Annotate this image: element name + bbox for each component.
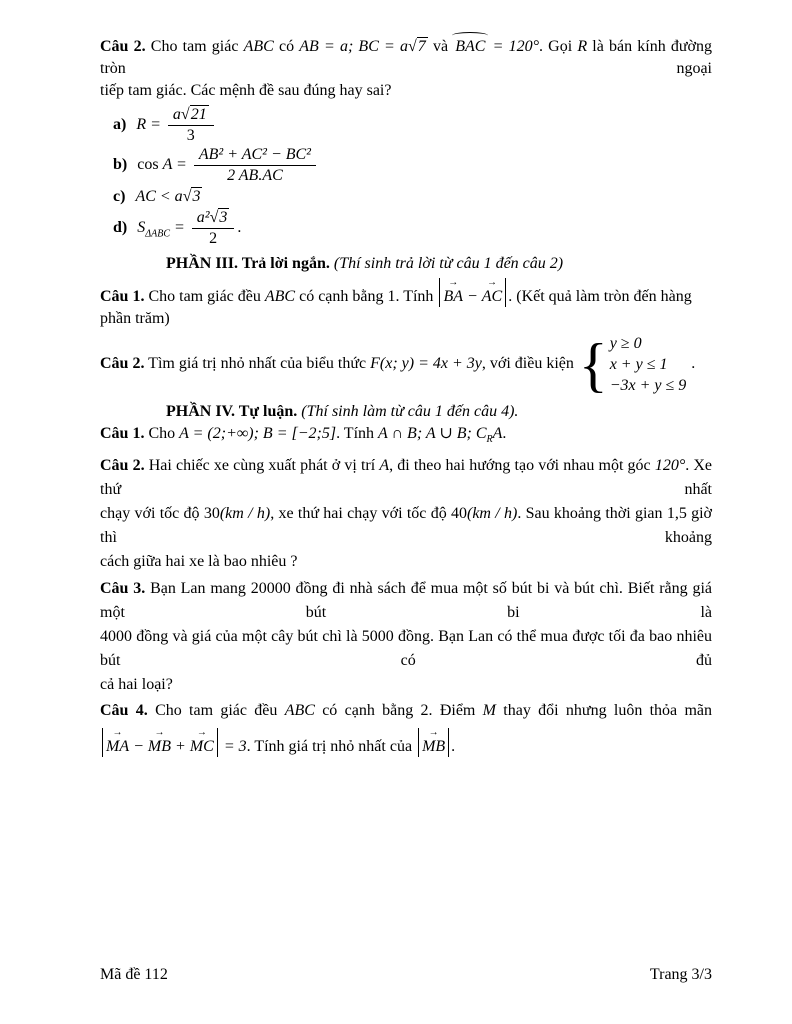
inequality-system	[579, 333, 686, 396]
text-run: , đi theo hai hướng tạo với nhau một góc	[389, 457, 655, 475]
text-run: cách giữa hai xe là bao nhiêu ?	[100, 553, 298, 571]
question-2-block	[100, 36, 712, 248]
text-run: . Tính	[336, 425, 379, 442]
vector	[422, 727, 446, 756]
math-run: S	[137, 219, 146, 237]
question-label: Câu 2.	[100, 355, 145, 373]
math-run: 120°	[654, 457, 686, 475]
part4-question-1	[100, 423, 712, 451]
text-run: Tìm giá trị nhỏ nhất của biểu thức	[144, 355, 371, 373]
text-run: , xe thứ hai chạy với tốc độ 40	[270, 505, 467, 523]
math-run: −	[462, 288, 482, 305]
text-run: Cho	[144, 425, 180, 442]
option-d	[100, 209, 712, 248]
question-label: Câu 4.	[100, 702, 148, 720]
part-subtitle: (Thí sinh làm từ câu 1 đến câu 4).	[297, 403, 519, 420]
text-run: có cạnh bằng 1. Tính	[295, 288, 438, 305]
q4-line1	[100, 700, 712, 722]
condition-row: x + y ≤ 1	[609, 356, 668, 373]
text-run: . Gọi	[538, 38, 578, 55]
text-run: Cho tam giác	[145, 38, 244, 55]
question-2-line1	[100, 36, 712, 80]
text-run: . (Kết quả làm tròn đến hàng phần trăm)	[100, 288, 692, 327]
part3-question-2	[100, 333, 712, 396]
text-run: Bạn Lan mang 20000 đồng đi nhà sách để mua một số bút bi và bút chì. Biết rằng giá một bút bi là	[100, 580, 713, 622]
page-number: Trang 3/3	[649, 966, 712, 983]
text-run: Hai chiếc xe cùng xuất phát ở vị trí	[144, 457, 380, 475]
system-brace: {	[578, 331, 608, 398]
text-run: chạy với tốc độ 30	[100, 505, 220, 523]
sqrt-symbol: √	[180, 106, 190, 123]
subscript: ΔABC	[145, 228, 170, 240]
denominator: 2	[209, 230, 218, 247]
abs-value-group	[102, 728, 218, 757]
text-run: . Sau khoảng thời gian 1,5 giờ thì khoảng	[100, 505, 713, 547]
math-run: ABC	[264, 288, 296, 305]
question-label: Câu 3.	[100, 580, 146, 598]
fraction	[168, 106, 214, 145]
q3-line3	[100, 673, 712, 697]
math-run: AB = a; BC = a	[299, 38, 409, 55]
denominator: 2 AB.AC	[227, 167, 283, 184]
option-label: d)	[113, 219, 128, 237]
q4-line2	[100, 728, 712, 758]
page-content	[100, 36, 712, 758]
math-run: AC < a	[135, 188, 183, 205]
math-run: (km / h)	[219, 505, 271, 523]
q2-line1	[100, 454, 712, 502]
angle-widehat	[453, 36, 487, 58]
text-run: . Tính giá trị nhỏ nhất của	[246, 738, 417, 756]
text-run: Cho tam giác đều	[147, 702, 285, 720]
vector	[189, 727, 214, 756]
sqrt-symbol: √	[408, 38, 417, 55]
math-run: MB	[422, 738, 446, 756]
math-run: MA	[106, 738, 130, 756]
math-run: R	[577, 38, 588, 55]
radicand: 3	[219, 209, 228, 226]
text-run: cos	[137, 156, 163, 174]
statement-options	[100, 106, 712, 248]
math-run: A	[492, 425, 503, 442]
math-run: A = (2;+∞); B = [−2;5]	[179, 425, 337, 442]
text-run: là bán kính đường tròn ngoại	[100, 38, 713, 77]
option-c	[100, 186, 712, 208]
text-run: và	[427, 38, 454, 55]
vector-arrow-icon: →	[112, 727, 123, 739]
question-label: Câu 1.	[100, 425, 145, 442]
condition-row: y ≥ 0	[609, 335, 642, 352]
option-label: c)	[113, 188, 126, 205]
vector-arrow-icon: →	[154, 727, 165, 739]
part4-question-4	[100, 700, 712, 758]
math-run: A	[379, 457, 390, 475]
vector	[106, 727, 130, 756]
math-run: = 3	[219, 738, 247, 756]
text-run: .	[451, 738, 456, 756]
text-run: . Xe thứ nhất	[100, 457, 713, 499]
part3-heading	[100, 253, 712, 275]
q3-line2	[100, 625, 712, 673]
text-run: 4000 đồng và giá của một cây bút chì là 5000 đồng. Bạn Lan có thể mua được tối đa bao nhiêu bút có đủ	[100, 628, 712, 670]
text-run: có	[273, 38, 300, 55]
text-run: tiếp tam giác. Các mệnh đề sau đúng hay sai?	[100, 82, 392, 99]
math-run: A =	[162, 156, 191, 174]
abs-value-group	[418, 728, 449, 757]
math-run: MC	[189, 738, 214, 756]
question-label: Câu 2.	[100, 38, 146, 55]
math-run: R =	[136, 116, 165, 134]
text-run: , với điều kiện	[481, 355, 578, 373]
math-run: (km / h)	[466, 505, 518, 523]
part-title: PHẦN IV. Tự luận.	[166, 403, 298, 420]
math-run: ABC	[243, 38, 274, 55]
vector-arrow-icon: →	[428, 727, 439, 739]
option-label: a)	[113, 116, 127, 134]
math-run: a²	[196, 209, 210, 226]
question-label: Câu 2.	[100, 457, 145, 475]
numerator: AB² + AC² − BC²	[194, 146, 316, 166]
option-label: b)	[113, 156, 128, 174]
math-run: A ∩ B; A ∪ B; C	[378, 425, 487, 442]
vector	[147, 727, 172, 756]
sqrt-symbol: √	[209, 209, 219, 226]
text-run: .	[502, 425, 507, 442]
part4-question-3	[100, 577, 712, 697]
math-run: F(x; y) = 4x + 3y	[370, 355, 482, 373]
text-run: .	[687, 355, 696, 373]
option-a	[100, 106, 712, 145]
q2-line3	[100, 550, 712, 574]
math-run: +	[171, 738, 190, 756]
q2-line2	[100, 502, 712, 550]
condition-row: −3x + y ≤ 9	[609, 377, 687, 394]
math-run: =	[170, 219, 189, 237]
sqrt-symbol: √	[182, 188, 192, 205]
question-2-line2	[100, 80, 712, 102]
math-run: MB	[147, 738, 172, 756]
radicand: 7	[417, 38, 426, 55]
numerator	[168, 106, 214, 126]
part-title: PHẦN III. Trả lời ngắn.	[166, 255, 330, 272]
exam-code: Mã đề 112	[100, 966, 168, 983]
subscript: R	[486, 434, 493, 446]
part4-question-2	[100, 454, 712, 574]
fraction	[192, 209, 235, 248]
vector-arrow-icon: →	[448, 277, 459, 288]
question-label: Câu 1.	[100, 288, 145, 305]
math-run: ABC	[284, 702, 315, 720]
vector	[443, 277, 463, 305]
math-run: a	[172, 106, 181, 123]
widehat-arc-icon	[452, 32, 488, 39]
vector-arrow-icon: →	[487, 277, 497, 288]
numerator	[192, 209, 235, 229]
fraction	[194, 146, 316, 185]
vector	[481, 277, 503, 305]
math-run: AC	[481, 288, 503, 305]
text-run: cả hai loại?	[100, 676, 173, 694]
q3-line1	[100, 577, 712, 625]
radicand: 21	[190, 106, 207, 123]
denominator: 3	[186, 127, 195, 144]
math-run: = 120°	[487, 38, 539, 55]
math-run: BAC	[455, 38, 486, 55]
text-run: có cạnh bằng 2. Điểm	[314, 702, 483, 720]
abs-value-group	[439, 278, 506, 307]
math-run: −	[129, 738, 148, 756]
text-run: thay đổi nhưng luôn thỏa mãn	[496, 702, 713, 720]
math-run: BA	[443, 288, 463, 305]
page-footer	[100, 964, 712, 986]
text-run: Cho tam giác đều	[144, 288, 265, 305]
option-b	[100, 146, 712, 185]
part3-question-1	[100, 278, 712, 330]
text-run: .	[237, 219, 242, 237]
system-rows	[608, 333, 687, 396]
math-run: M	[482, 702, 496, 720]
radicand: 3	[192, 188, 201, 205]
part-subtitle: (Thí sinh trả lời từ câu 1 đến câu 2)	[329, 255, 564, 272]
part4-heading	[100, 401, 712, 423]
vector-arrow-icon: →	[196, 727, 207, 739]
